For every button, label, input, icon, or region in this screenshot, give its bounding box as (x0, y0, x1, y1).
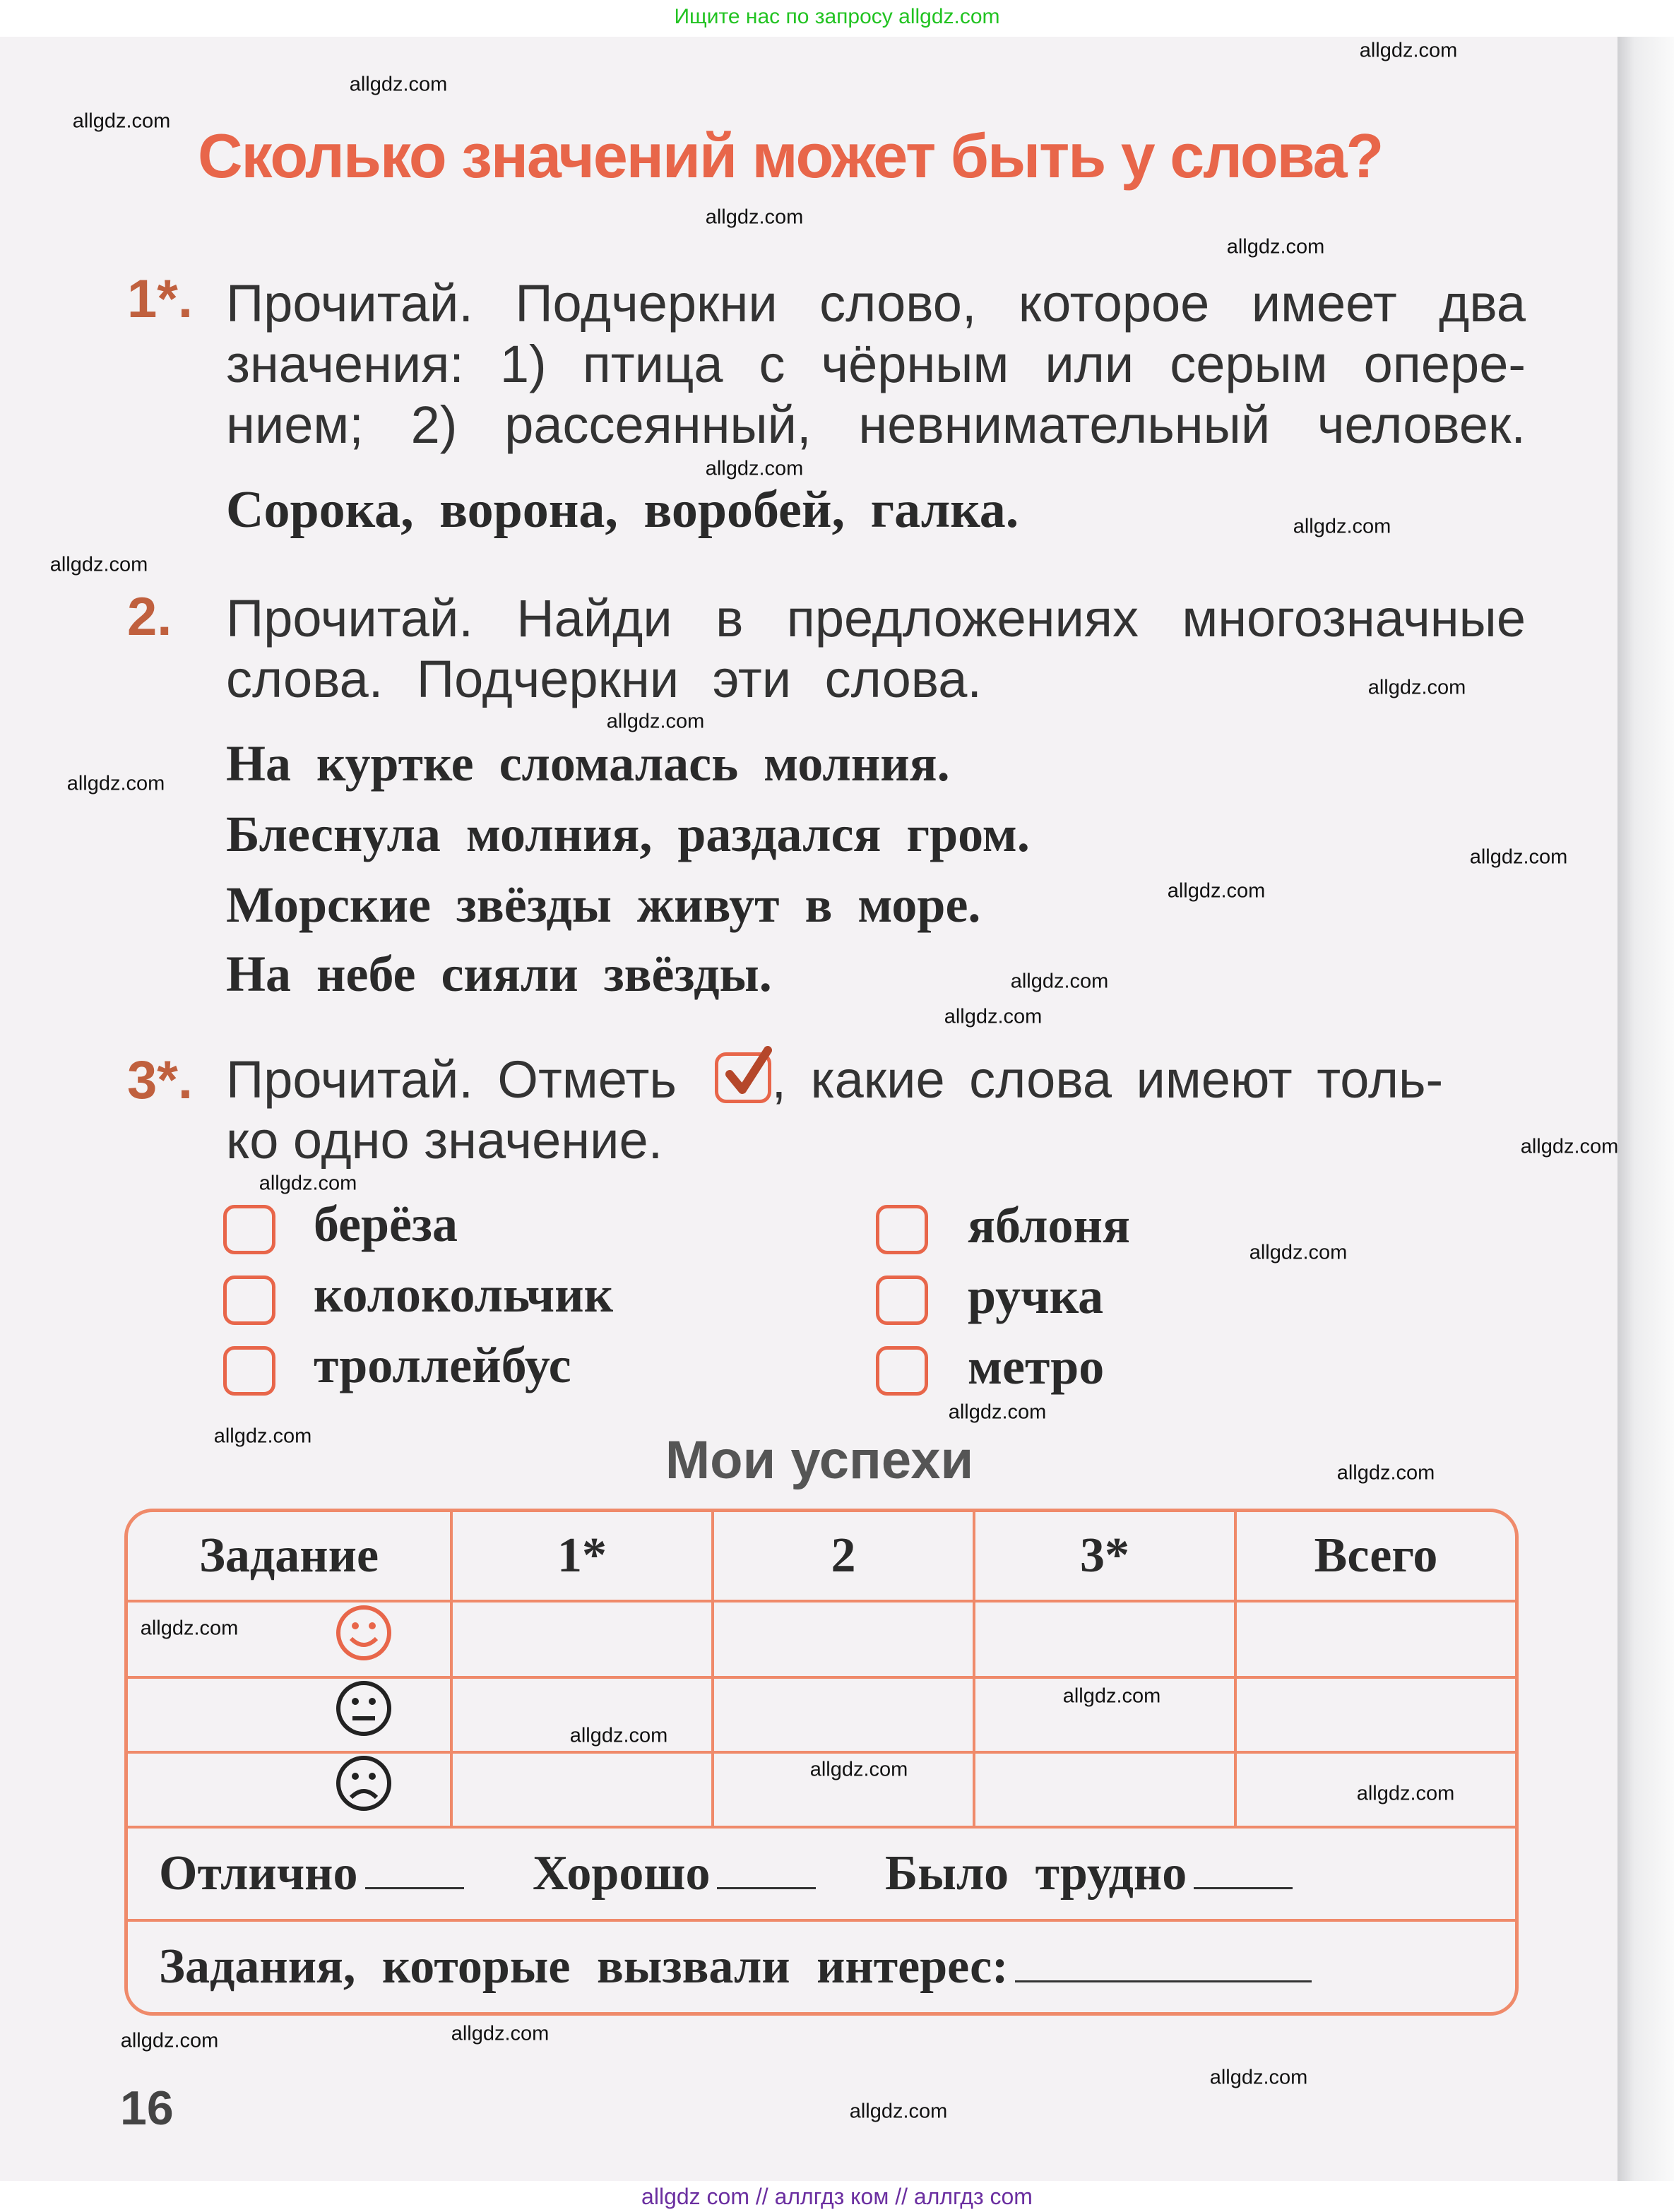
watermark-text: allgdz.com (1367, 676, 1466, 699)
option-label: берёза (314, 1196, 458, 1252)
task2-sentence[interactable]: Морские звёзды живут в море. (226, 876, 981, 933)
page-edge-shadow (1617, 37, 1674, 2181)
task3-text-line: ко одно значение. (226, 1111, 663, 1170)
option-label: колокольчик (314, 1266, 614, 1323)
interest-label: Задания, которые вызвали интерес: (159, 1939, 1009, 1994)
option-label: троллейбус (314, 1337, 571, 1393)
task2-text-line: слова. Подчеркни эти слова. (226, 650, 982, 708)
task3-text-line (226, 1049, 1443, 1110)
header-2: 2 (714, 1512, 975, 1602)
task1-number: 1*. (127, 269, 193, 329)
task2-sentence[interactable]: На куртке сломалась молния. (226, 735, 950, 792)
cell[interactable] (453, 1754, 714, 1829)
task3-text-after: , какие слова имеют толь- (771, 1050, 1444, 1109)
watermark-text: allgdz.com (809, 1758, 908, 1781)
watermark-text: allgdz.com (213, 1425, 312, 1448)
watermark-text: allgdz.com (606, 710, 705, 733)
watermark-text: allgdz.com (140, 1617, 239, 1640)
rating-good: Хорошо (533, 1846, 711, 1901)
option-label: яблоня (968, 1197, 1130, 1254)
cell[interactable] (975, 1602, 1237, 1679)
task1-text-line: Прочитай. Подчеркни слово, которое имеет два (226, 274, 1526, 333)
footer-links[interactable]: allgdz com // аллгдз ком // аллгдз com (0, 2181, 1674, 2212)
watermark-text: allgdz.com (1356, 1782, 1455, 1805)
rating-excellent: Отлично (159, 1846, 358, 1901)
task2-sentence[interactable]: На небе сияли звёзды. (226, 946, 772, 1002)
option-label: ручка (968, 1268, 1104, 1324)
checkbox-yablonya[interactable] (876, 1205, 928, 1254)
rating-hard: Было трудно (884, 1846, 1187, 1901)
watermark-text: allgdz.com (1167, 879, 1266, 903)
watermark-text: allgdz.com (1062, 1684, 1161, 1708)
cell[interactable] (975, 1754, 1237, 1829)
watermark-text: allgdz.com (1469, 845, 1568, 869)
watermark-text: allgdz.com (1359, 39, 1458, 62)
checkbox-ruchka[interactable] (876, 1276, 928, 1325)
watermark-text: allgdz.com (1520, 1135, 1619, 1158)
rating-row (128, 1829, 1515, 1922)
progress-title: Мои успехи (665, 1430, 974, 1490)
checkbox-trolleybus[interactable] (223, 1346, 275, 1396)
watermark-text: allgdz.com (451, 2022, 550, 2045)
task2-number: 2. (127, 587, 172, 647)
watermark-text: allgdz.com (66, 772, 165, 795)
checkbox-bereza[interactable] (223, 1205, 275, 1254)
task1-text-line: нием; 2) рассеянный, невнимательный человек. (226, 396, 1526, 454)
header-3: 3* (975, 1512, 1237, 1602)
checkbox-kolokolchik[interactable] (223, 1276, 275, 1325)
watermark-text: allgdz.com (1249, 1241, 1348, 1264)
header-task: Задание (128, 1512, 453, 1602)
option-label: метро (968, 1338, 1105, 1395)
watermark-text: allgdz.com (569, 1724, 668, 1747)
task1-text-line: значения: 1) птица с чёрным или серым опере- (226, 335, 1526, 393)
watermark-text: allgdz.com (349, 73, 448, 96)
header-total: Всего (1237, 1512, 1515, 1602)
blank-line[interactable] (717, 1882, 816, 1889)
cell[interactable] (453, 1602, 714, 1679)
cell[interactable] (1237, 1679, 1515, 1754)
task2-text-line: Прочитай. Найди в предложениях многозначные (226, 589, 1526, 648)
watermark-text: allgdz.com (1293, 515, 1391, 538)
watermark-text: allgdz.com (944, 1005, 1043, 1028)
watermark-text: allgdz.com (1209, 2066, 1308, 2089)
task3-number: 3*. (127, 1050, 193, 1110)
watermark-text: allgdz.com (49, 553, 148, 576)
watermark-text: allgdz.com (705, 457, 804, 480)
watermark-text: allgdz.com (1010, 970, 1109, 993)
cell[interactable] (1237, 1602, 1515, 1679)
task2-sentence[interactable]: Блеснула молния, раздался гром. (226, 806, 1030, 862)
checkbox-metro[interactable] (876, 1346, 928, 1396)
sad-face-icon (128, 1754, 453, 1829)
watermark-text: allgdz.com (705, 206, 804, 229)
watermark-text: allgdz.com (120, 2029, 219, 2052)
task1-words[interactable]: Сорока, ворона, воробей, галка. (226, 481, 1019, 539)
watermark-text: allgdz.com (849, 2100, 948, 2123)
watermark-text: allgdz.com (1336, 1461, 1435, 1485)
watermark-text: allgdz.com (72, 109, 171, 133)
watermark-text: allgdz.com (948, 1401, 1047, 1424)
page-number: 16 (120, 2081, 174, 2135)
blank-line[interactable] (365, 1882, 464, 1889)
header-1: 1* (453, 1512, 714, 1602)
watermark-text: allgdz.com (1226, 235, 1325, 258)
watermark-text: allgdz.com (259, 1172, 357, 1195)
neutral-face-icon (128, 1679, 453, 1754)
blank-line[interactable] (1194, 1882, 1293, 1889)
checkmark-box-icon (715, 1052, 771, 1103)
happy-face-icon (128, 1602, 453, 1679)
promo-banner[interactable]: Ищите нас по запросу allgdz.com (0, 0, 1674, 37)
page-title: Сколько значений может быть у слова? (198, 121, 1383, 191)
task3-text-before: Прочитай. Отметь (226, 1050, 677, 1109)
interest-row (128, 1922, 1515, 2012)
cell[interactable] (714, 1679, 975, 1754)
cell[interactable] (714, 1602, 975, 1679)
blank-line[interactable] (1015, 1975, 1312, 1982)
